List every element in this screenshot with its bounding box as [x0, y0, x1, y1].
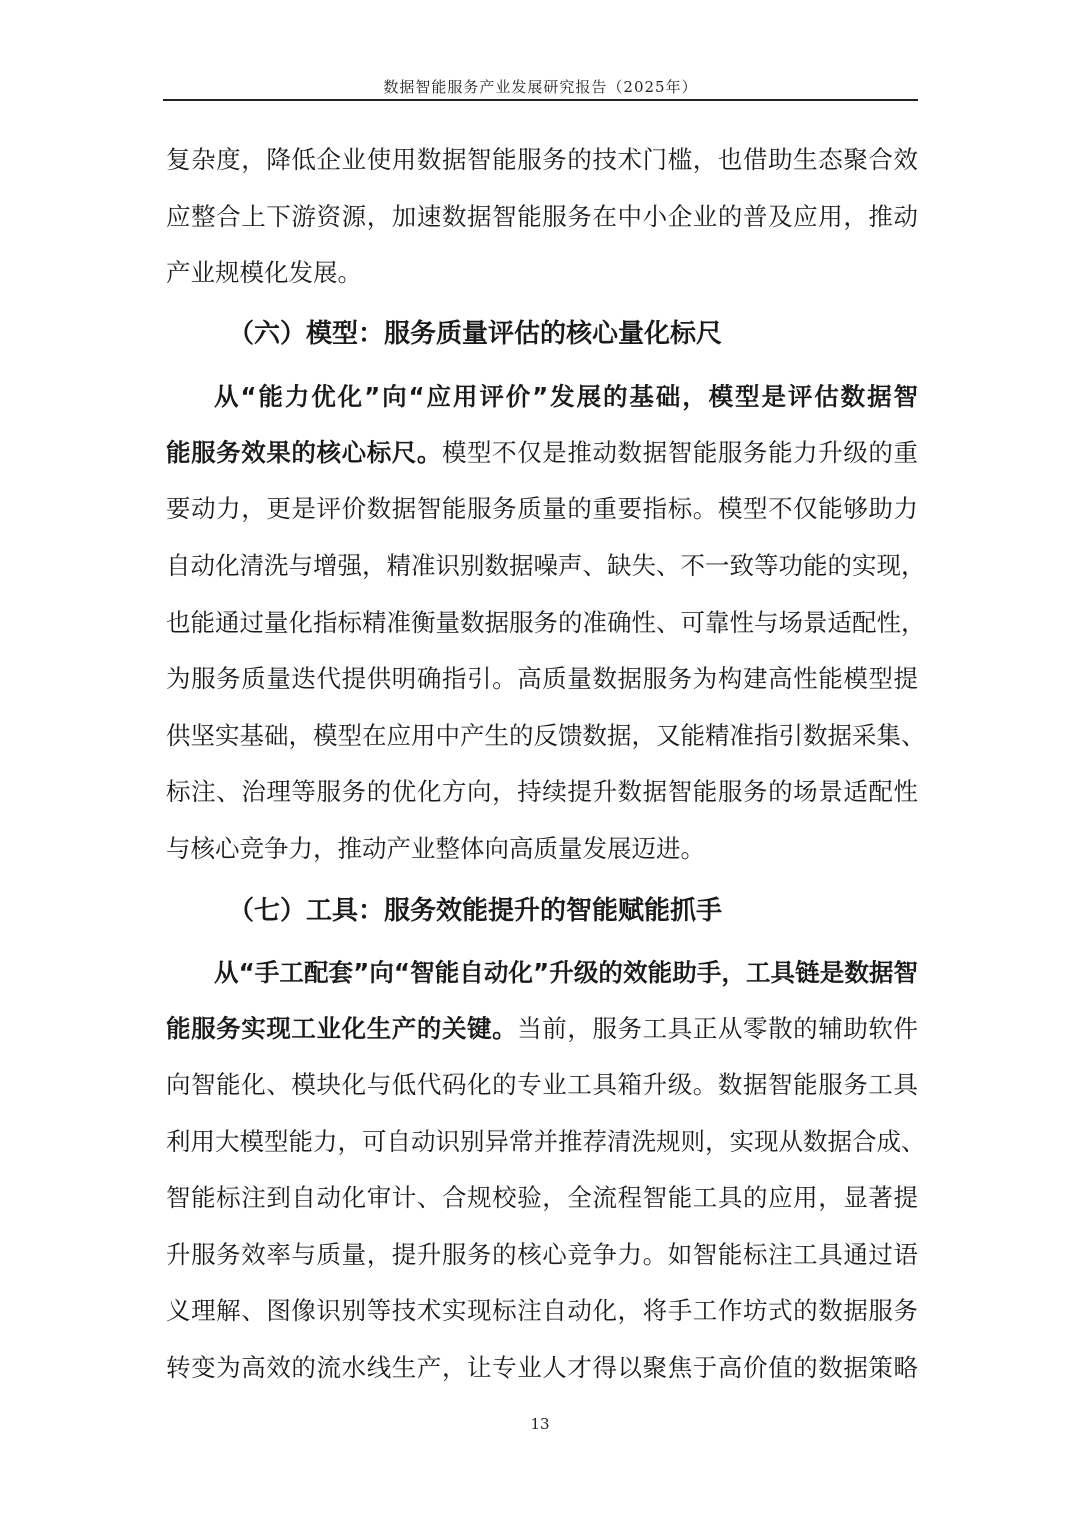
body-line: 转变为高效的流水线生产，让专业人才得以聚焦于高价值的数据策略	[166, 1353, 918, 1382]
body-line: 复杂度，降低企业使用数据智能服务的技术门槛，也借助生态聚合效	[166, 145, 918, 174]
section-heading-six: （六）模型：服务质量评估的核心量化标尺	[228, 319, 723, 349]
body-line: 产业规模化发展。	[166, 258, 362, 287]
body-line: 自动化清洗与增强，精准识别数据噪声、缺失、不一致等功能的实现，	[166, 551, 926, 580]
lead-bold-line: 从“能力优化”向“应用评价”发展的基础，模型是评估数据智	[214, 382, 918, 411]
lead-bold-text: 能服务效果的核心标尺。	[166, 438, 442, 467]
page-number: 13	[530, 1415, 550, 1433]
body-line: 升服务效率与质量，提升服务的核心竞争力。如智能标注工具通过语	[166, 1240, 918, 1269]
running-header: 数据智能服务产业发展研究报告（2025年）	[383, 78, 698, 96]
body-text: 模型不仅是推动数据智能服务能力升级的重	[441, 438, 919, 467]
header-rule	[163, 99, 918, 101]
body-text: 当前，服务工具正从零散的辅助软件	[517, 1014, 919, 1043]
body-line: 义理解、图像识别等技术实现标注自动化，将手工作坊式的数据服务	[166, 1296, 918, 1325]
body-line-mixed	[166, 1000, 918, 1058]
body-line-mixed	[166, 424, 918, 482]
body-line: 利用大模型能力，可自动识别异常并推荐清洗规则，实现从数据合成、	[166, 1127, 926, 1156]
body-line: 向智能化、模块化与低代码化的专业工具箱升级。数据智能服务工具	[166, 1070, 918, 1099]
body-line: 标注、治理等服务的优化方向，持续提升数据智能服务的场景适配性	[166, 777, 918, 806]
body-line: 也能通过量化指标精准衡量数据服务的准确性、可靠性与场景适配性，	[166, 608, 926, 637]
body-line: 供坚实基础，模型在应用中产生的反馈数据，又能精准指引数据采集、	[166, 721, 926, 750]
body-line: 要动力，更是评价数据智能服务质量的重要指标。模型不仅能够助力	[166, 494, 918, 523]
body-line: 应整合上下游资源，加速数据智能服务在中小企业的普及应用，推动	[166, 202, 918, 231]
section-heading-seven: （七）工具：服务效能提升的智能赋能抓手	[228, 896, 723, 926]
lead-bold-line: 从“手工配套”向“智能自动化”升级的效能助手，工具链是数据智	[214, 958, 918, 987]
body-line: 智能标注到自动化审计、合规校验，全流程智能工具的应用，显著提	[166, 1183, 918, 1212]
body-line: 与核心竞争力，推动产业整体向高质量发展迈进。	[166, 834, 705, 863]
lead-bold-text: 能服务实现工业化生产的关键。	[166, 1014, 518, 1043]
body-line: 为服务质量迭代提供明确指引。高质量数据服务为构建高性能模型提	[166, 664, 918, 693]
